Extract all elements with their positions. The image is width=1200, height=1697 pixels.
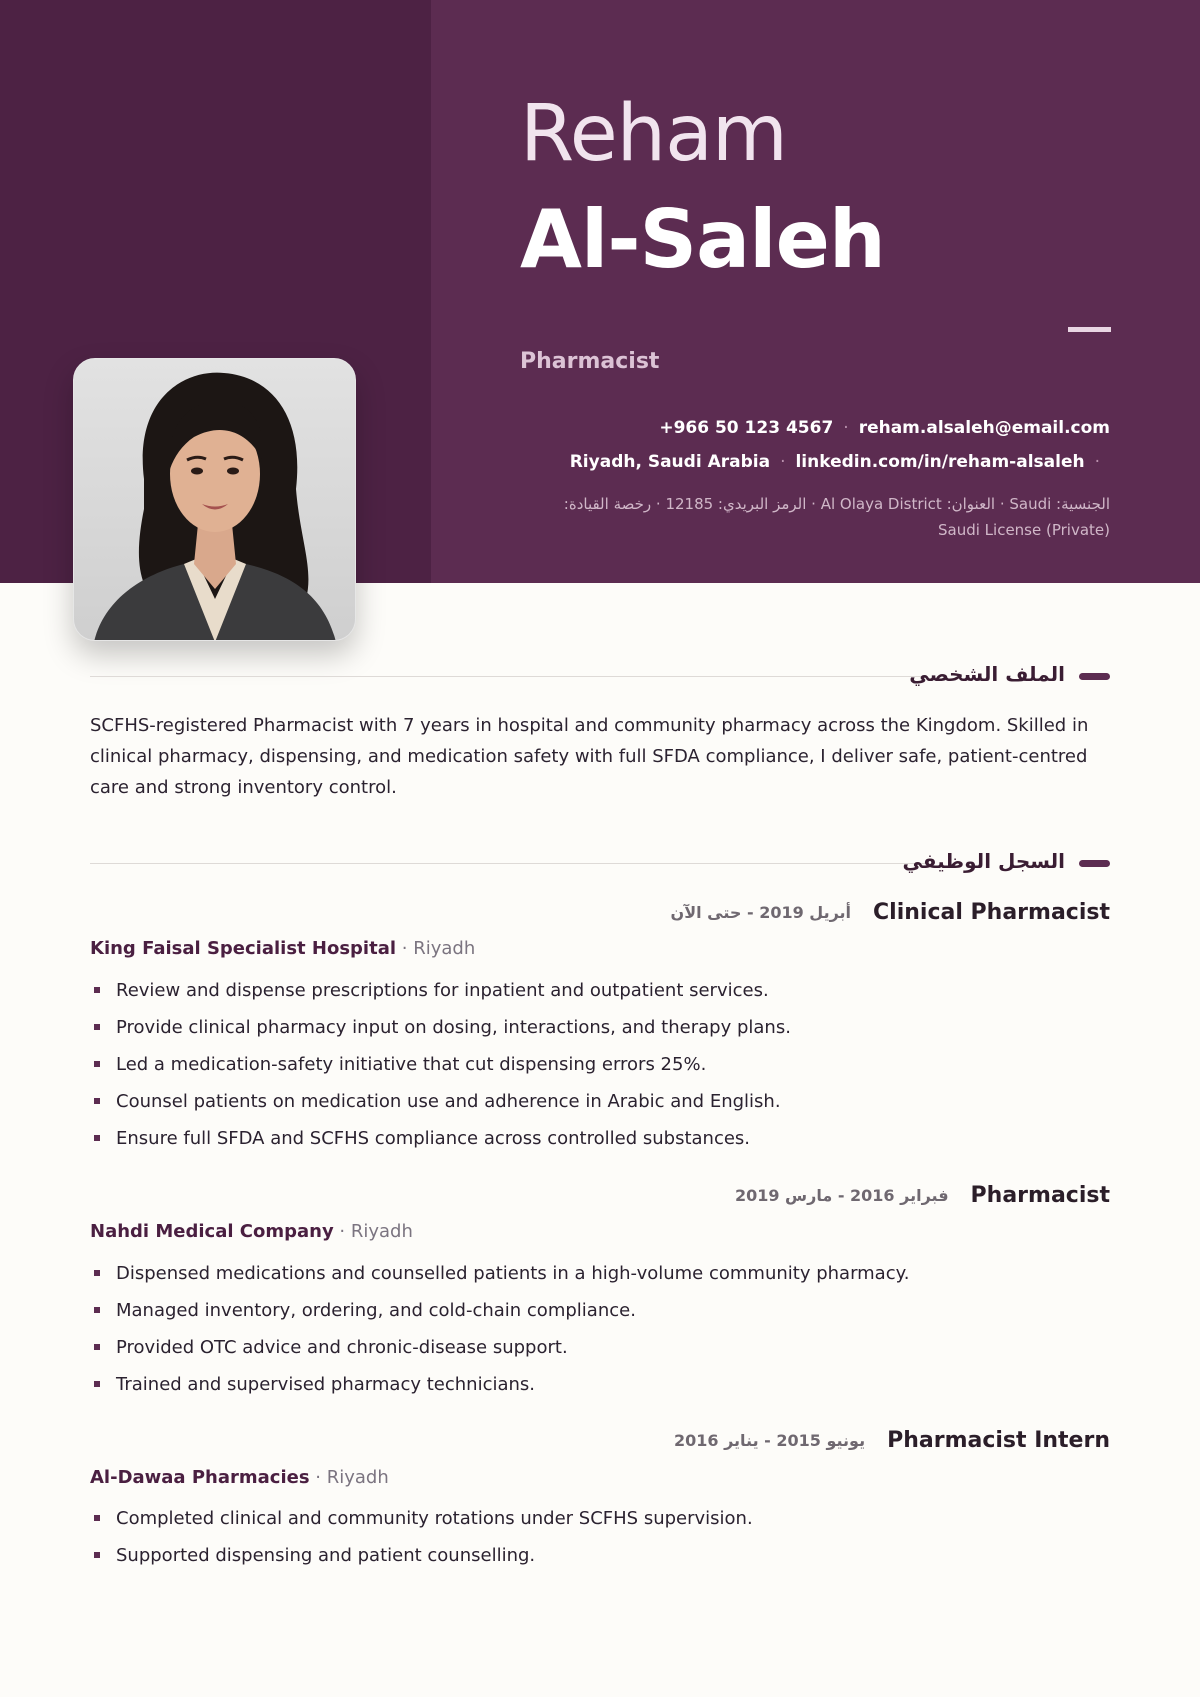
job-dates: أبريل 2019 - حتى الآن <box>670 903 852 922</box>
job-header <box>735 1183 1110 1208</box>
separator: · <box>780 452 786 472</box>
company-name: King Faisal Specialist Hospital <box>90 938 397 959</box>
list-item: Ensure full SFDA and SCFHS compliance across controlled substances. <box>90 1120 1090 1157</box>
list-item: Review and dispense prescriptions for inpatient and outpatient services. <box>90 972 1090 1009</box>
job-dates: يونيو 2015 - يناير 2016 <box>673 1431 866 1450</box>
profile-section-header <box>90 662 1110 692</box>
list-item: Led a medication-safety initiative that cut dispensing errors 25%. <box>90 1046 1090 1083</box>
job-header <box>671 900 1110 925</box>
job-bullets <box>90 972 1090 1157</box>
last-name: Al-Saleh <box>520 193 885 286</box>
job-dates: فبراير 2016 - مارس 2019 <box>734 1186 949 1205</box>
private-details: الجنسية: Saudi · العنوان: Al Olaya District · الرمز البريدي: 12185 · رخصة القيادة: Saudi License (Private) <box>563 495 1110 539</box>
separator: · <box>843 418 849 438</box>
company-name: Al-Dawaa Pharmacies <box>90 1467 310 1488</box>
section-marker <box>1079 860 1110 867</box>
experience-section-header <box>90 849 1110 879</box>
job-role: Pharmacist <box>970 1183 1110 1208</box>
list-item: Trained and supervised pharmacy technicians. <box>90 1366 1090 1403</box>
job-title: Pharmacist <box>520 349 660 374</box>
profile-photo <box>73 358 356 641</box>
list-item: Dispensed medications and counselled patients in a high-volume community pharmacy. <box>90 1255 1090 1292</box>
first-name: Reham <box>520 89 787 179</box>
contact-line-1 <box>659 418 1110 438</box>
company-line <box>90 1467 389 1488</box>
company-line <box>90 1221 413 1242</box>
list-item: Supported dispensing and patient counselling. <box>90 1537 1090 1574</box>
section-marker <box>1079 673 1110 680</box>
company-location: · Riyadh <box>401 938 476 959</box>
email[interactable]: reham.alsaleh@email.com <box>858 418 1110 438</box>
linkedin-link[interactable]: linkedin.com/in/reham-alsaleh <box>795 452 1085 472</box>
job-header <box>674 1428 1110 1453</box>
list-item: Provide clinical pharmacy input on dosing, interactions, and therapy plans. <box>90 1009 1090 1046</box>
list-item: Provided OTC advice and chronic-disease support. <box>90 1329 1090 1366</box>
section-title: السجل الوظيفي <box>902 849 1065 873</box>
accent-dash <box>1068 327 1111 332</box>
location: Riyadh, Saudi Arabia <box>569 452 771 472</box>
contact-line-2 <box>570 452 1110 472</box>
job-role: Clinical Pharmacist <box>873 900 1110 925</box>
section-title: الملف الشخصي <box>909 662 1065 686</box>
list-item: Managed inventory, ordering, and cold-chain compliance. <box>90 1292 1090 1329</box>
company-line <box>90 938 475 959</box>
job-bullets <box>90 1500 1090 1574</box>
profile-summary: SCFHS-registered Pharmacist with 7 years in hospital and community pharmacy across the Kingdom. Skilled in clinical pharmacy, dispensing, and medication safety with full SFDA compliance, I deliver safe, patient-centred care and strong inventory control. <box>90 715 1089 798</box>
company-location: · Riyadh <box>315 1467 389 1488</box>
company-location: · Riyadh <box>339 1221 413 1242</box>
company-name: Nahdi Medical Company <box>90 1221 334 1242</box>
job-role: Pharmacist Intern <box>887 1428 1110 1453</box>
section-rule <box>90 863 925 864</box>
list-item: Completed clinical and community rotations under SCFHS supervision. <box>90 1500 1090 1537</box>
list-item: Counsel patients on medication use and adherence in Arabic and English. <box>90 1083 1090 1120</box>
section-rule <box>90 676 925 677</box>
job-bullets <box>90 1255 1090 1403</box>
separator: · <box>1094 452 1100 472</box>
phone[interactable]: +966 50 123 4567 <box>659 418 834 438</box>
